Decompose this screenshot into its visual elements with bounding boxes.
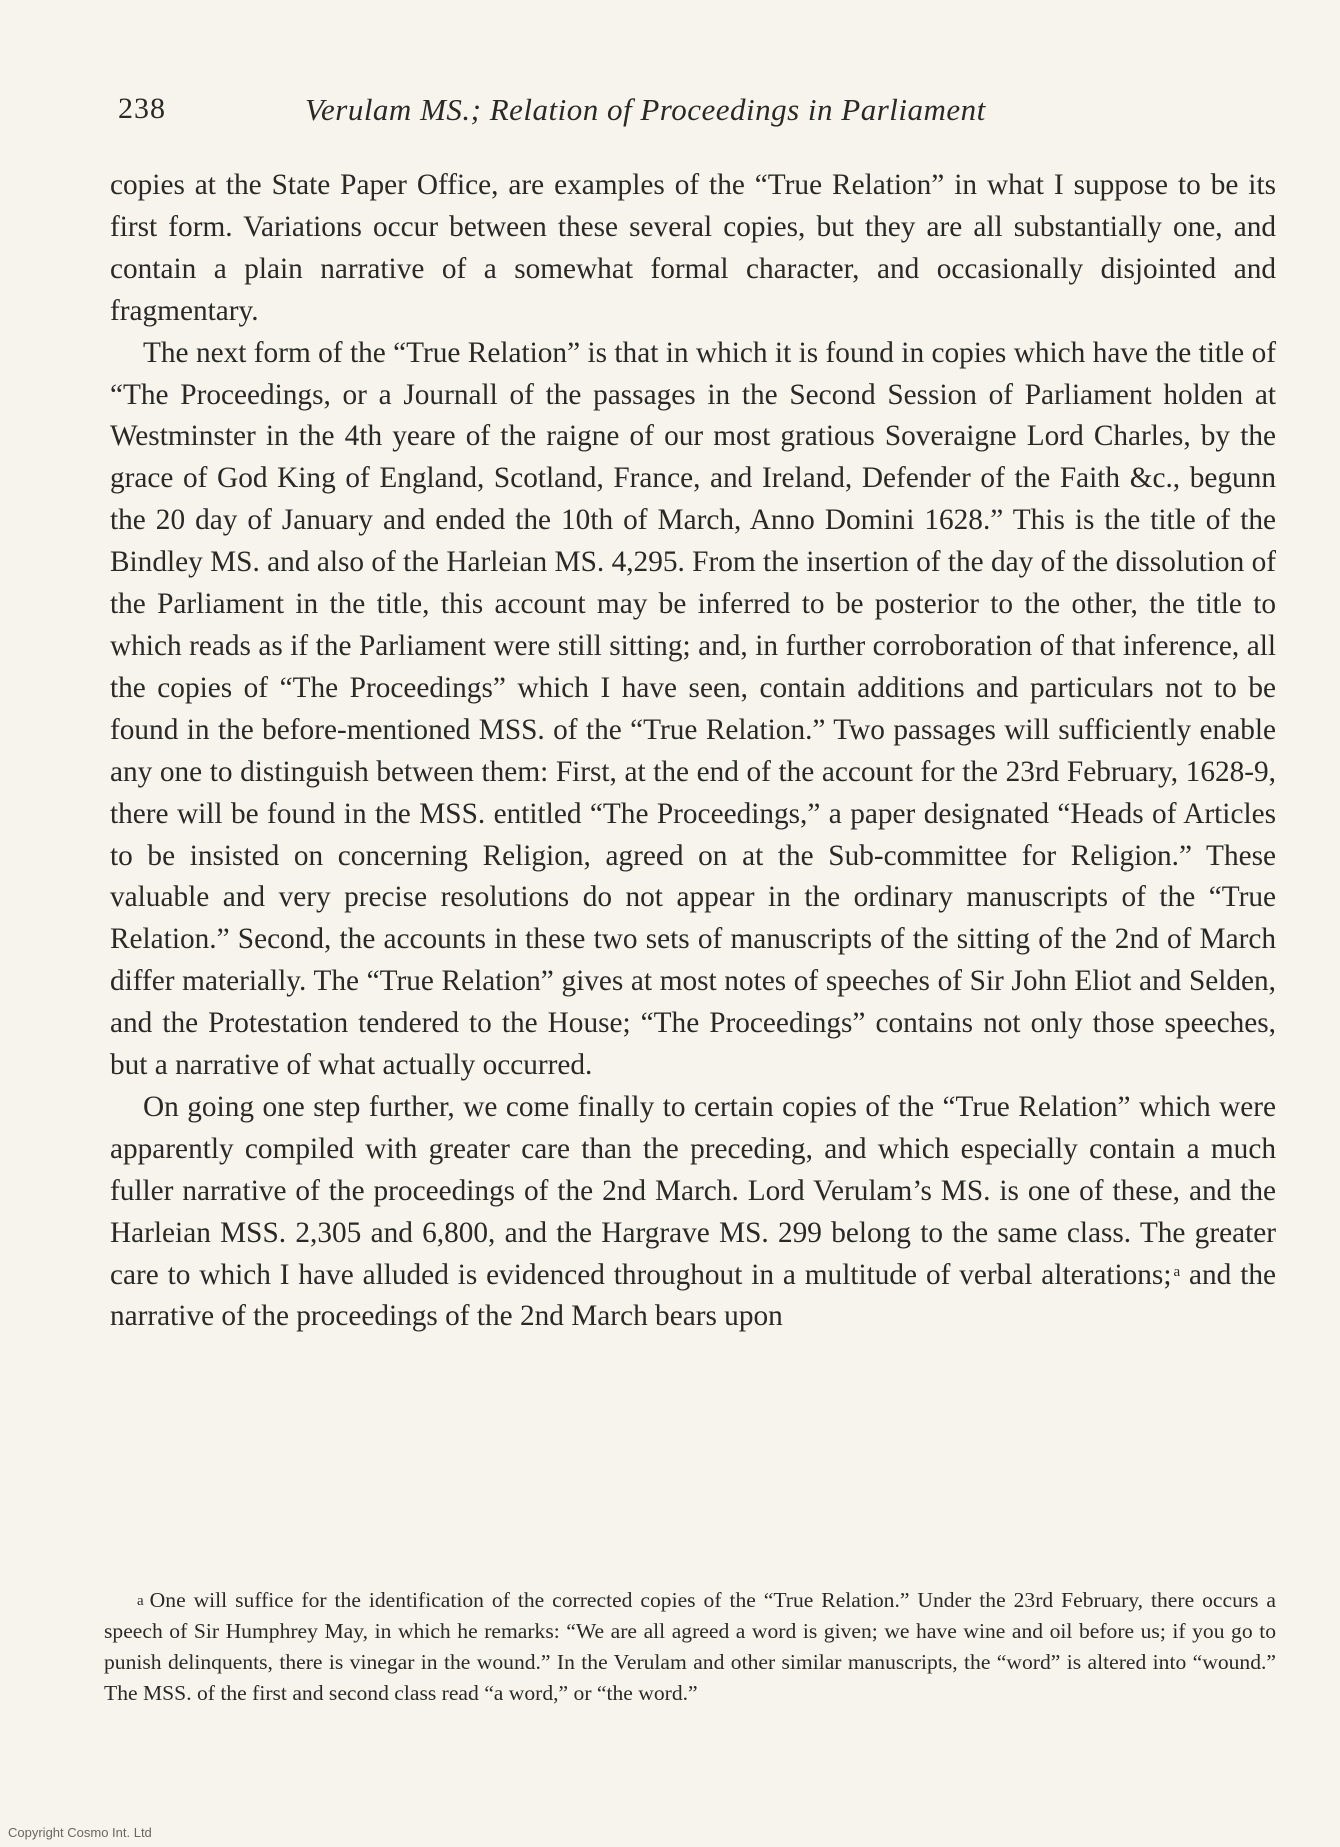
footnote <box>104 1585 1276 1709</box>
footnote-letter: a <box>137 1593 144 1609</box>
paragraph-1: copies at the State Paper Office, are examples of the “True Relation” in what I suppose to be its first form. Variations occur between these several copies, but they are all substantially one, and contain a plain narrative of a somewhat formal character, and occasionally disjointed and fragmentary. <box>110 169 1276 327</box>
paragraph-3-continuation: and the narrative of the proceedings of the 2nd March bears upon <box>110 1258 1277 1333</box>
footnote-text: One will suffice for the identification of the corrected copies of the “True Relation.” Under the 23rd February, there occurs a speech of Sir Humphrey May, in which he remarks: “We are all agreed a word is given; we have wine and oil before us; if you go to punish delinquents, there is vinegar in the wound.” In the Verulam and other similar manuscripts, the “word” is altered into “wound.” The MSS. of the first and second class read “a word,” or “the word.” <box>104 1588 1276 1705</box>
footnote-reference: a <box>1173 1263 1181 1280</box>
page-number: 238 <box>118 92 166 125</box>
running-head <box>118 92 1088 142</box>
paragraph-3-text: On going one step further, we come finally to certain copies of the “True Relation” which were apparently compiled with greater care than the preceding, and which especially contain a much fuller narrative of the proceedings of the 2nd March. Lord Verulam’s MS. is one of these, and the Harleian MSS. 2,305 and 6,800, and the Hargrave MS. 299 belong to the same class. The greater care to which I have alluded is evidenced throughout in a multitude of verbal alterations; <box>110 1090 1276 1291</box>
body-text <box>110 165 1276 1338</box>
paragraph-2: The next form of the “True Relation” is that in which it is found in copies which have the title of “The Proceedings, or a Journall of the passages in the Second Session of Parliament holden at Westminster in the 4th yeare of the raigne of our most gratious Soveraigne Lord Charles, by the grace of God King of England, Scotland, France, and Ireland, Defender of the Faith &c., begunn the 20 day of January and ended the 10th of March, Anno Domini 1628.” This is the title of the Bindley MS. and also of the Harleian MS. 4,295. From the insertion of the day of the dissolution of the Parliament in the title, this account may be inferred to be posterior to the other, the title to which reads as if the Parliament were still sitting; and, in further corroboration of that inference, all the copies of “The Proceedings” which I have seen, contain additions and particulars not to be found in the before-mentioned MSS. of the “True Relation.” Two passages will sufficiently enable any one to distinguish between them: First, at the end of the account for the 23rd February, 1628-9, there will be found in the MSS. entitled “The Proceedings,” a paper designated “Heads of Articles to be insisted on concerning Religion, agreed on at the Sub-committee for Religion.” These valuable and very precise resolutions do not appear in the ordinary manuscripts of the “True Relation.” Second, the accounts in these two sets of manuscripts of the sitting of the 2nd of March differ materially. The “True Relation” gives at most notes of speeches of Sir John Eliot and Selden, and the Protestation tendered to the House; “The Proceedings” contains not only those speeches, but a narrative of what actually occurred. <box>110 336 1276 1082</box>
footnote-paragraph <box>104 1585 1276 1709</box>
running-title: Verulam MS.; Relation of Proceedings in Parliament <box>305 92 986 127</box>
copyright-watermark: Copyright Cosmo Int. Ltd <box>8 1825 152 1840</box>
paragraph-3 <box>110 1087 1276 1338</box>
